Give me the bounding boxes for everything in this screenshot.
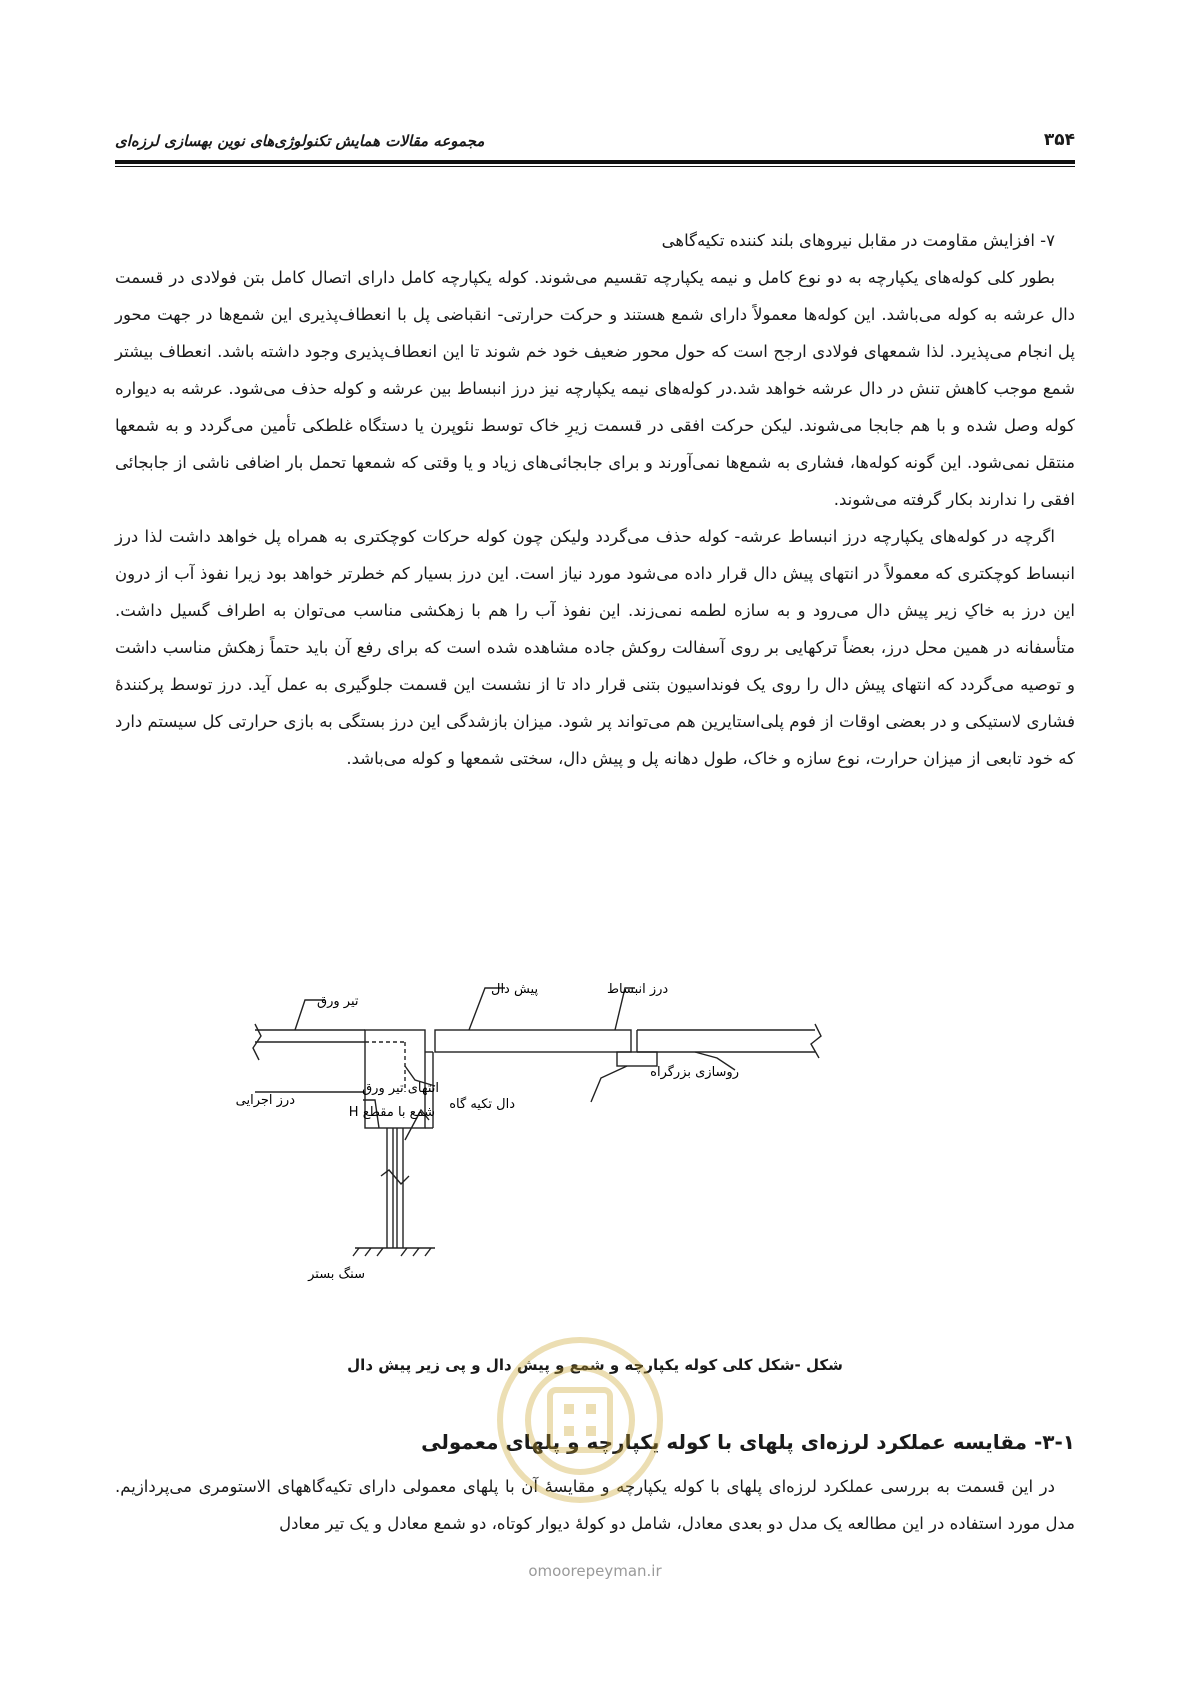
section-text: در این قسمت به بررسی عملکرد لرزه‌ای پلهای با کوله یکپارچه و مقایسهٔ آن با پلهای معمولی دارای تکیه‌گاههای الاستومری می‌پردازیم. مدل مورد استفاده در این مطالعه یک مدل دو بعدی معادل، شامل دو کولهٔ دیوار کوتاه، دو شمع معادل و یک تیر معادل — [115, 1477, 1075, 1533]
running-title: مجموعه مقالات همایش تکنولوژی‌های نوین بهسازی لرزه‌ای — [115, 132, 485, 150]
label-expansion-joint: درز انبساط — [607, 982, 669, 997]
list-item-7: ۷- افزایش مقاومت در مقابل نیروهای بلند کننده تکیه‌گاهی — [661, 231, 1055, 250]
paragraph-2: اگرچه در کوله‌های یکپارچه درز انبساط عرشه- کوله حذف می‌گردد ولیکن چون کوله حرکات کوچکتری به همراه پل خواهد داشت لذا درز انبساط کوچکتری که معمولاً در انتهای پیش دال قرار داده می‌شود مورد نیاز است. این درز بسیار کم خطرتر خواهد بود زیرا نفوذ آب از درون این درز به خاکِ زیر پیش دال می‌رود و به سازه لطمه نمی‌زند. این نفوذ آب را هم با زهکشی مناسب می‌توان به اطراف گسیل داشت. متأسفانه در همین محل درز، بعضاً ترکهایی بر روی آسفالت روکش جاده مشاهده شده است که برای رفع آن باید حتماً زهکش مناسب داشت و توصیه می‌گردد که انتهای پیش دال را روی یک فونداسیون بتنی قرار داد تا از نشست این قسمت جلوگیری به عمل آید. درز توسط پرکنندهٔ فشاری لاستیکی و در بعضی اوقات از فوم پلی‌استایرین هم می‌تواند پر شود. میزان بازشدگی این درز بستگی به بازی حرارتی کل سیستم دارد که خود تابعی از میزان حرارت، نوع سازه و خاک، طول دهانه پل و پیش دال، سختی شمعها و کوله می‌باشد. — [115, 527, 1075, 768]
body-text — [115, 222, 1075, 777]
header-rule-thin — [115, 166, 1075, 167]
label-pavement: روسازی بزرگراه — [650, 1065, 739, 1080]
label-bedrock: سنگ بستر — [308, 1267, 365, 1282]
watermark-url: omoorepeyman.ir — [528, 1562, 662, 1580]
label-sleeper-slab: دال تکیه گاه — [449, 1097, 515, 1112]
abutment-figure — [235, 982, 935, 1320]
label-girder: تیر ورق — [317, 994, 359, 1009]
page-header — [115, 128, 1075, 164]
abutment-diagram — [235, 982, 935, 1320]
section-heading: ۳-۱- مقایسه عملکرد لرزه‌ای پلهای با کوله یکپارچه و پلهای معمولی — [421, 1430, 1075, 1454]
header-rule — [115, 160, 1075, 164]
page-number: ۳۵۴ — [1043, 130, 1075, 150]
label-girder-end: انتهای تیر ورق — [362, 1081, 439, 1096]
label-h-pile: شمع با مقطع H — [348, 1105, 435, 1120]
label-approach-slab: پیش دال — [491, 982, 539, 997]
label-construction-joint: درز اجرایی — [235, 1093, 295, 1108]
figure-caption: شکل -شکل کلی کوله یکپارچه و شمع و پیش دال و پی زیر پیش دال — [347, 1356, 843, 1374]
paragraph-1: بطور کلی کوله‌های یکپارچه به دو نوع کامل و نیمه یکپارچه تقسیم می‌شوند. کوله یکپارچه کامل دارای اتصال کامل بتن فولادی در قسمت دال عرشه به کوله می‌باشد. این کوله‌ها معمولاً دارای شمع هستند و حرکت حرارتی- انقباضی پل با انعطاف‌پذیری این شمع‌ها در جهت محور پل انجام می‌پذیرد. لذا شمعهای فولادی ارجح است که حول محور ضعیف خود خم شوند تا این انعطاف‌پذیری وجود داشته باشد. انعطاف بیشتر شمع موجب کاهش تنش در دال عرشه خواهد شد.در کوله‌های نیمه یکپارچه نیز درز انبساط بین عرشه و کوله حذف می‌شود. عرشه به دیواره کوله وصل شده و با هم جابجا می‌شوند. لیکن حرکت افقی در قسمت زیرِ خاک توسط نئوپرن یا دستگاه غلطکی تأمین می‌گردد و به شمعها منتقل نمی‌شود. این گونه کوله‌ها، فشاری به شمع‌ها نمی‌آورند و برای جابجائی‌های زیاد و یا وقتی که شمعها تحمل بار اضافی ناشی از جابجائی افقی را ندارند بکار گرفته می‌شوند. — [115, 268, 1075, 509]
